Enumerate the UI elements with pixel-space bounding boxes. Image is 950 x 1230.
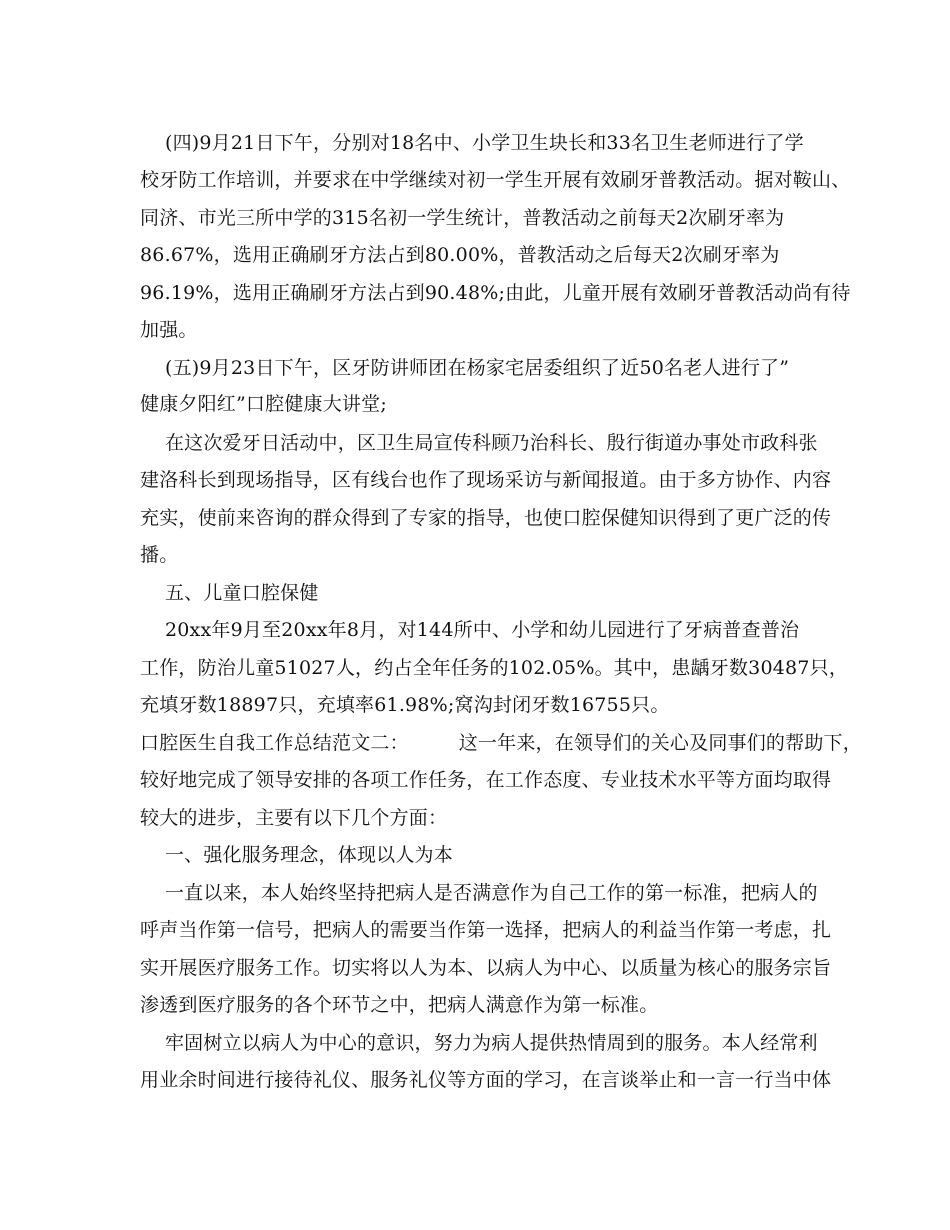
text-line: 20xx年9月至20xx年8月，对144所中、小学和幼儿园进行了牙病普查普治 [140,619,800,641]
text-line: 建洛科长到现场指导，区有线台也作了现场采访与新闻报道。由于多方协作、内容 [140,469,832,491]
text-line: 较好地完成了领导安排的各项工作任务，在工作态度、专业技术水平等方面均取得 [140,769,832,791]
text-line: 健康夕阳红”口腔健康大讲堂; [140,393,387,415]
text-line: 实开展医疗服务工作。切实将以人为本、以病人为中心、以质量为核心的服务宗旨 [140,957,832,979]
text-line: 工作，防治儿童51027人，约占全年任务的102.05%。其中，患龋牙数30487只， [140,657,849,679]
text-line: 渗透到医疗服务的各个环节之中，把病人满意作为第一标准。 [140,994,659,1016]
text-line: 86.67%，选用正确刷牙方法占到80.00%，普教活动之后每天2次刷牙率为 [140,244,780,266]
text-line: 96.19%，选用正确刷牙方法占到90.48%;由此，儿童开展有效刷牙普教活动尚有待 [140,282,851,304]
text-line: 呼声当作第一信号，把病人的需要当作第一选择，把病人的利益当作第一考虑，扎 [140,919,832,941]
text-line: 牢固树立以病人为中心的意识，努力为病人提供热情周到的服务。本人经常利 [140,1032,818,1054]
text-line: 口腔医生自我工作总结范文二： 这一年来，在领导们的关心及同事们的帮助下， [140,732,862,754]
text-line: 用业余时间进行接待礼仪、服务礼仪等方面的学习，在言谈举止和一言一行当中体 [140,1069,832,1091]
section-heading: 五、儿童口腔保健 [140,582,319,604]
text-line: 充填牙数18897只，充填率61.98%;窝沟封闭牙数16755只。 [140,694,670,716]
text-line: 播。 [140,544,179,566]
text-line: 校牙防工作培训，并要求在中学继续对初一学生开展有效刷牙普教活动。据对鞍山、 [140,169,851,191]
section-heading: 一、强化服务理念，体现以人为本 [140,844,453,866]
text-line: 充实，使前来咨询的群众得到了专家的指导，也使口腔保健知识得到了更广泛的传 [140,507,832,529]
text-line: (五)9月23日下午，区牙防讲师团在杨家宅居委组织了近50名老人进行了” [140,357,790,379]
text-line: (四)9月21日下午，分别对18名中、小学卫生块长和33名卫生老师进行了学 [140,132,804,154]
text-line: 较大的进步，主要有以下几个方面： [140,807,448,829]
text-line: 一直以来，本人始终坚持把病人是否满意作为自己工作的第一标准，把病人的 [140,882,818,904]
text-line: 同济、市光三所中学的315名初一学生统计，普教活动之前每天2次刷牙率为 [140,207,785,229]
text-line: 在这次爱牙日活动中，区卫生局宣传科顾乃治科长、殷行街道办事处市政科张 [140,432,818,454]
text-line: 加强。 [140,319,198,341]
